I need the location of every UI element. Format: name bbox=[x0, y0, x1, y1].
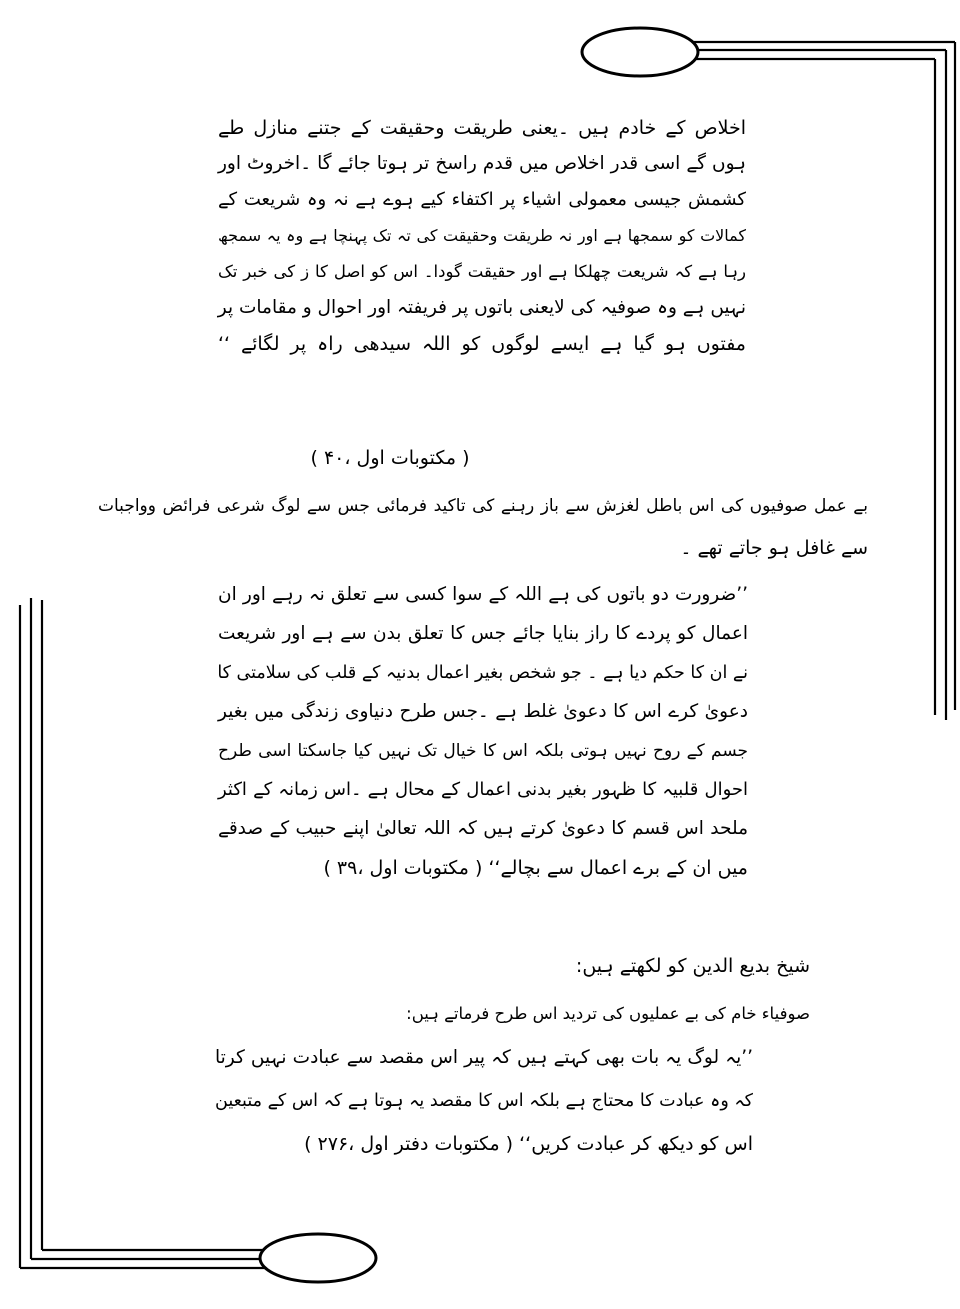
quote1-line-5: رہا ہے کہ شریعت چھلکا ہے اور حقیقت گودا۔ اس کو اصل کا ز کی خبر تک bbox=[218, 262, 746, 281]
quote1-line-1: اخلاص کے خادم ہیں ۔یعنی طریقت وحقیقت کے جتنے منازل طے bbox=[218, 117, 746, 139]
reference-1: ( مکتوبات اول ،۴۰ ) bbox=[310, 447, 470, 469]
quote2-line-3: نے ان کا حکم دیا ہے ۔ جو شخص بغیر اعمال بدنیہ کے قلب کی سلامتی کا bbox=[217, 663, 748, 683]
quote1-line-8 bbox=[218, 362, 746, 398]
quote2-line-7: ملحد اس قسم کا دعویٰ کرتے ہیں کہ اللہ تعالیٰ اپنے حبیب کے صدقے bbox=[218, 818, 748, 839]
heading-badiuddin: شیخ بدیع الدین کو لکھتے ہیں: bbox=[575, 955, 810, 977]
quote3-line-2: کہ وہ عبادت کا محتاج ہے بلکہ اس کا مقصد یہ ہوتا ہے کہ اس کے متبعین bbox=[215, 1091, 753, 1111]
top-ornament-oval bbox=[582, 28, 698, 76]
quote2-line-6: احوال قلبیہ کا ظہور بغیر بدنی اعمال کے محال ہے ۔اس زمانہ کے اکثر bbox=[218, 779, 748, 800]
para1-line-1: بے عمل صوفیوں کی اس باطل لغزش سے باز رہنے کی تاکید فرمائی جس سے لوگ شرعی فرائض وواجبات bbox=[98, 496, 868, 516]
quote2-line-4: دعویٰ کرے اس کا دعویٰ غلط ہے ۔جس طرح دنیاوی زندگی میں بغیر bbox=[218, 701, 748, 722]
quote2-line-8: میں ان کے برے اعمال سے بچالے‘‘ ( مکتوبات اول ،۳۹ ) bbox=[323, 857, 748, 879]
quote1-line-4: کمالات کو سمجھا ہے اور نہ طریقت وحقیقت کی تہ تک پہنچا ہے وہ یہ سمجھ bbox=[218, 226, 746, 245]
quote1-line-3: کشمش جیسی معمولی اشیاء پر اکتفاء کیے ہوے ہے نہ وہ شریعت کے bbox=[218, 189, 746, 210]
quote1-line-2: ہوں گے اسی قدر اخلاص میں قدم راسخ تر ہوتا جائے گا ۔اخروٹ اور bbox=[218, 153, 746, 174]
quote1-line-6: نہیں ہے وہ صوفیہ کی لایعنی باتوں پر فریفتہ اور احوال و مقامات پر bbox=[217, 297, 746, 318]
quote1-line-7: مفتوں ہو گیا ہے ایسے لوگوں کو اللہ سیدھی راہ پر لگائے ‘‘ bbox=[218, 333, 746, 355]
quote2-line-1: ’’ضرورت دو باتوں کی ہے اللہ کے سوا کسی سے تعلق نہ رہے اور ان bbox=[218, 584, 748, 605]
quote2-line-2: اعمال کو پردے کا راز بنایا جائے جس کا تعلق بدن سے ہے اور شریعت bbox=[218, 623, 748, 644]
quote3-line-3: اس کو دیکھ کر عبادت کریں‘‘ ( مکتوبات دفتر اول ،۲۷۶ ) bbox=[304, 1133, 753, 1155]
para1-line-2: سے غافل ہو جاتے تھے ۔ bbox=[680, 537, 868, 559]
quote3-line-1: ’’یہ لوگ یہ بات بھی کہتے ہیں کہ پیر اس مقصد سے عبادت نہیں کرتا bbox=[215, 1047, 753, 1068]
bottom-ornament-oval bbox=[260, 1234, 376, 1282]
heading-sufiya-kham: صوفیاء خام کی بے عملیوں کی تردید اس طرح فرماتے ہیں: bbox=[406, 1004, 810, 1023]
quote2-line-5: جسم کے روح نہیں ہوتی بلکہ اس کا خیال تک نہیں کیا جاسکتا اسی طرح bbox=[218, 741, 748, 761]
